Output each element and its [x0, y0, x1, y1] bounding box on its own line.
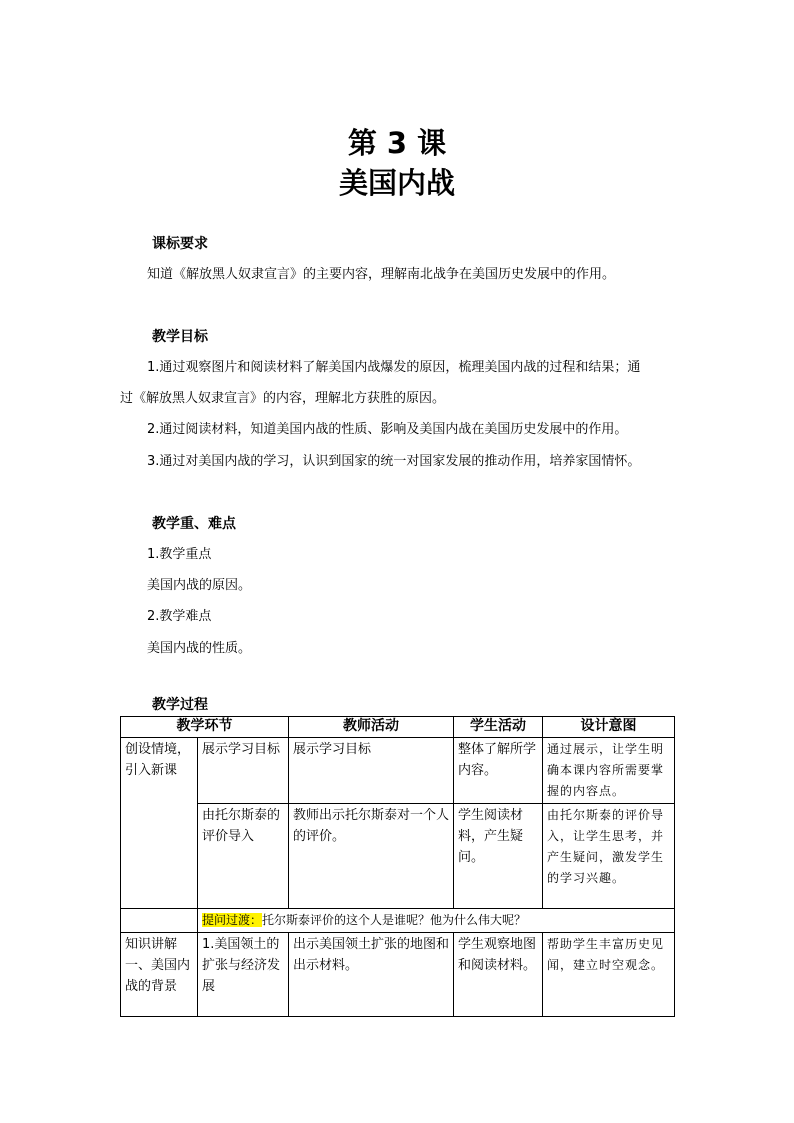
table-row [121, 738, 675, 804]
transition-row [121, 909, 675, 933]
table-header-row [121, 717, 675, 738]
difficulty-label: 2.教学难点 [147, 609, 212, 624]
substage-cell: 展示学习目标 [198, 738, 289, 804]
stage-cell: 创设情境，引入新课 [121, 738, 198, 909]
table-row [121, 804, 675, 909]
key-point-text: 美国内战的原因。 [147, 578, 252, 593]
transition-text: 托尔斯泰评价的这个人是谁呢？他为什么伟大呢？ [262, 913, 527, 927]
mubiao-item1-line2: 过《解放黑人奴隶宣言》的内容，理解北方获胜的原因。 [120, 391, 446, 406]
lesson-title: 美国内战 [338, 166, 455, 200]
kebiao-text: 知道《解放黑人奴隶宣言》的主要内容，理解南北战争在美国历史发展中的作用。 [147, 267, 616, 282]
teacher-activity-cell: 出示美国领土扩张的地图和出示材料。 [289, 933, 454, 1017]
substage-cell: 由托尔斯泰的评价导入 [198, 804, 289, 909]
heading-kebiao: 课标要求 [152, 236, 208, 252]
design-intent-cell: 由托尔斯泰的评价导入，让学生思考，并产生疑问，激发学生的学习兴趣。 [543, 804, 675, 909]
header-teacher: 教师活动 [289, 717, 454, 738]
transition-label: 提问过渡： [202, 913, 263, 927]
lesson-number: 第 3 课 [347, 126, 447, 160]
key-point-label: 1.教学重点 [147, 547, 212, 562]
transition-cell [198, 909, 675, 933]
teacher-activity-cell: 教师出示托尔斯泰对一个人的评价。 [289, 804, 454, 909]
difficulty-text: 美国内战的性质。 [147, 641, 252, 656]
header-student: 学生活动 [454, 717, 543, 738]
stage-cell: 知识讲解一、美国内战的背景 [121, 933, 198, 1017]
header-design: 设计意图 [543, 717, 675, 738]
header-stage: 教学环节 [121, 717, 289, 738]
heading-zhongnan: 教学重、难点 [152, 516, 236, 532]
transition-empty-cell [121, 909, 198, 933]
teacher-activity-cell: 展示学习目标 [289, 738, 454, 804]
heading-mubiao: 教学目标 [152, 329, 208, 345]
mubiao-item1-line1: 1.通过观察图片和阅读材料了解美国内战爆发的原因，梳理美国内战的过程和结果；通 [147, 360, 641, 375]
student-activity-cell: 学生观察地图和阅读材料。 [454, 933, 543, 1017]
mubiao-item3: 3.通过对美国内战的学习，认识到国家的统一对国家发展的推动作用，培养家国情怀。 [147, 454, 641, 469]
design-intent-cell: 帮助学生丰富历史见闻，建立时空观念。 [543, 933, 675, 1017]
heading-guocheng: 教学过程 [152, 697, 208, 713]
table-row [121, 933, 675, 1017]
teaching-process-table [120, 716, 675, 1017]
student-activity-cell: 学生阅读材料，产生疑问。 [454, 804, 543, 909]
substage-cell: 1.美国领土的扩张与经济发展 [198, 933, 289, 1017]
design-intent-cell: 通过展示，让学生明确本课内容所需要掌握的内容点。 [543, 738, 675, 804]
mubiao-item2: 2.通过阅读材料，知道美国内战的性质、影响及美国内战在美国历史发展中的作用。 [147, 422, 628, 437]
student-activity-cell: 整体了解所学内容。 [454, 738, 543, 804]
